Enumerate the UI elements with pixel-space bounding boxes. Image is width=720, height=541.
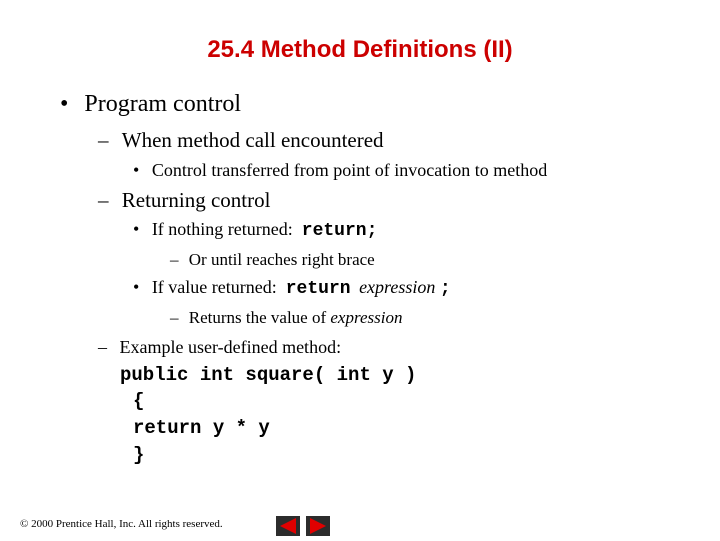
slide-title: 25.4 Method Definitions (II): [207, 36, 513, 63]
copyright-footer: [20, 518, 223, 530]
bullet-returning-control: [98, 188, 270, 213]
previous-slide-button[interactable]: [276, 516, 300, 536]
bullet-text: Returning control: [121, 188, 271, 212]
previous-arrow-icon: [276, 516, 300, 536]
bullet-if-value: [133, 277, 451, 299]
bullet-text: Or until reaches right brace: [188, 250, 375, 269]
bullet-dash: –: [98, 337, 107, 357]
expression-italic: expression: [330, 308, 403, 327]
bullet-dot: •: [133, 160, 140, 180]
bullet-program-control: [60, 91, 241, 118]
bullet-text: Returns the value of: [188, 308, 331, 327]
bullet-dot: •: [60, 91, 69, 117]
code-return: return;: [301, 221, 378, 241]
bullet-text: Example user-defined method:: [119, 337, 342, 357]
code-line-1: public int square( int y ): [120, 364, 417, 386]
bullet-control-transferred: [133, 160, 547, 181]
bullet-text: If value returned:: [151, 277, 286, 297]
next-slide-button[interactable]: [306, 516, 330, 536]
bullet-if-nothing: [133, 219, 377, 241]
expression-italic: expression: [359, 277, 436, 297]
code-semicolon: ;: [439, 279, 451, 299]
code-line-2: {: [133, 390, 145, 412]
code-return: return: [285, 279, 351, 299]
bullet-text: If nothing returned:: [151, 219, 302, 239]
bullet-dash: –: [98, 128, 109, 152]
bullet-text: Control transferred from point of invocation to method: [151, 160, 548, 180]
next-arrow-icon: [306, 516, 330, 536]
copyright-symbol: ©: [20, 518, 29, 530]
bullet-text: Program control: [84, 91, 242, 117]
bullet-text: When method call encountered: [121, 128, 384, 152]
bullet-returns-value: [170, 308, 402, 328]
bullet-dot: •: [133, 219, 140, 239]
bullet-until-brace: [170, 250, 375, 270]
bullet-example: [98, 337, 341, 358]
code-line-4: }: [133, 444, 145, 466]
bullet-dash: –: [170, 250, 179, 269]
bullet-when-call: [98, 128, 384, 153]
bullet-dash: –: [98, 188, 109, 212]
code-line-3: return y * y: [133, 417, 270, 439]
bullet-dash: –: [170, 308, 179, 327]
bullet-dot: •: [133, 277, 140, 297]
copyright-text: 2000 Prentice Hall, Inc. All rights reserved.: [28, 518, 223, 530]
